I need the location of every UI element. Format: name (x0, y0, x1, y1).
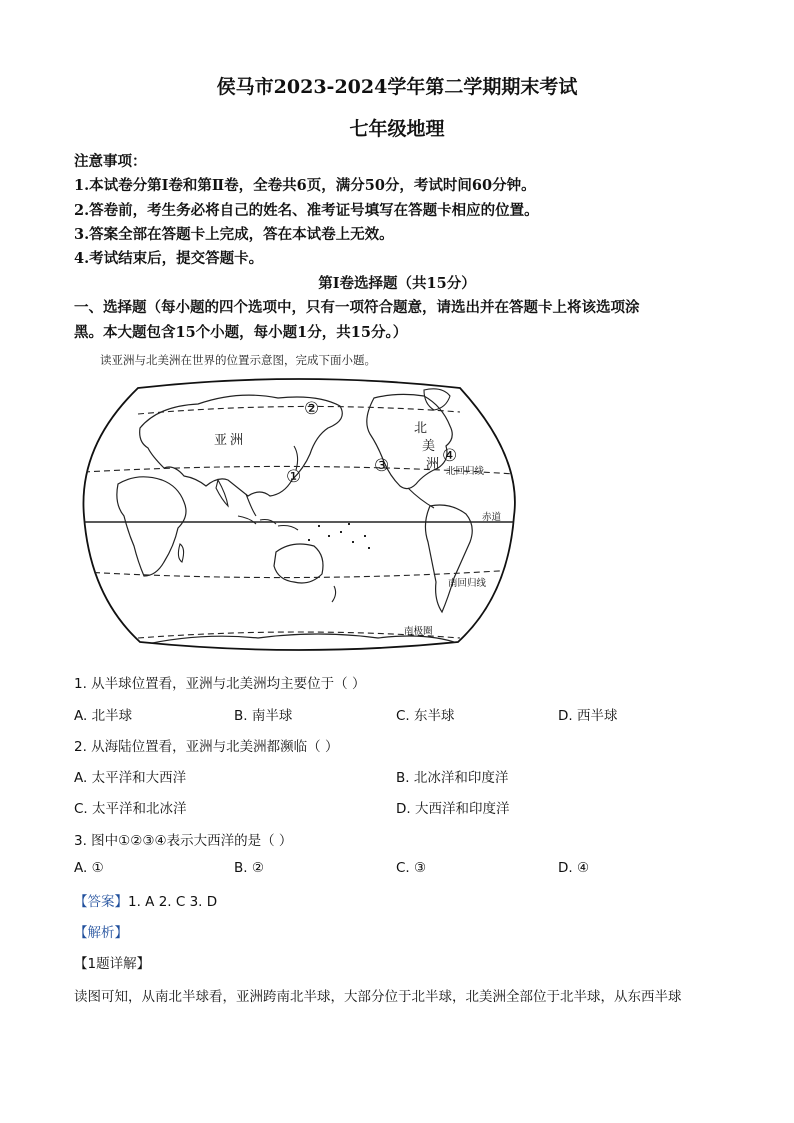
analysis-tag: 【解析】 (74, 925, 128, 941)
map-label-antarctic: 南极圈 (404, 626, 433, 637)
map-marker-3: ③ (374, 456, 390, 476)
question-2-option-b[interactable]: B. 北冰洋和印度洋 (396, 770, 509, 786)
map-label-tropic-capricorn: 南回归线 (448, 578, 487, 589)
figure-caption: 读亚洲与北美洲在世界的位置示意图，完成下面小题。 (100, 353, 376, 367)
question-2-option-a[interactable]: A. 太平洋和大西洋 (74, 770, 187, 786)
section-instruction-cont: 黑。本大题包含15个小题，每小题1分，共15分。） (74, 324, 408, 341)
notice-item: 4.考试结束后，提交答题卡。 (74, 250, 264, 267)
map-label-asia-1: 亚 (214, 433, 228, 448)
map-label-na-2: 美 (422, 439, 436, 454)
analysis-text: 读图可知，从南北半球看，亚洲跨南北半球，大部分位于北半球，北美洲全部位于北半球，从东西半球 (74, 989, 682, 1005)
notice-item: 2.答卷前，考生务必将自己的姓名、准考证号填写在答题卡相应的位置。 (74, 202, 539, 219)
map-label-asia-2: 洲 (230, 433, 244, 448)
section-title: 第Ⅰ卷选择题（共15分） (318, 275, 476, 292)
notice-item: 1.本试卷分第Ⅰ卷和第Ⅱ卷，全卷共6页，满分50分，考试时间60分钟。 (74, 177, 536, 194)
question-3-stem: 3. 图中①②③④表示大西洋的是（ ） (74, 833, 293, 849)
question-1-option-d[interactable]: D. 西半球 (558, 708, 618, 724)
question-3-option-a[interactable]: A. ① (74, 860, 104, 876)
question-1-stem: 1. 从半球位置看，亚洲与北美洲均主要位于（ ） (74, 676, 366, 692)
notice-heading: 注意事项： (74, 153, 147, 170)
notice-item: 3.答案全部在答题卡上完成，答在本试卷上无效。 (74, 226, 394, 243)
exam-subtitle: 七年级地理 (349, 118, 445, 140)
answer-tag: 【答案】 (74, 894, 128, 910)
map-label-na-1: 北 (414, 421, 428, 436)
map-marker-2: ② (304, 399, 320, 419)
map-label-na-3: 洲 (426, 457, 440, 472)
exam-title: 侯马市2023-2024学年第二学期期末考试 (216, 76, 578, 98)
world-map-svg (78, 376, 520, 654)
map-marker-1: ① (286, 467, 302, 487)
question-2-stem: 2. 从海陆位置看，亚洲与北美洲都濒临（ ） (74, 739, 339, 755)
map-label-equator: 赤道 (482, 512, 502, 523)
analysis-detail-tag: 【1题详解】 (74, 956, 151, 972)
map-label-tropic-cancer: 北回归线 (446, 466, 485, 477)
section-instruction: 一、选择题（每小题的四个选项中，只有一项符合题意，请选出并在答题卡上将该选项涂 (74, 299, 640, 316)
question-2-option-d[interactable]: D. 大西洋和印度洋 (396, 801, 510, 817)
answer-line (74, 890, 217, 910)
world-map (78, 376, 520, 654)
question-3-option-b[interactable]: B. ② (234, 860, 264, 876)
question-2-option-c[interactable]: C. 太平洋和北冰洋 (74, 801, 187, 817)
question-1-option-a[interactable]: A. 北半球 (74, 708, 133, 724)
question-3-option-d[interactable]: D. ④ (558, 860, 590, 876)
question-1-option-b[interactable]: B. 南半球 (234, 708, 293, 724)
answer-values: 1. A 2. C 3. D (128, 894, 218, 910)
map-marker-4: ④ (442, 446, 458, 466)
question-1-option-c[interactable]: C. 东半球 (396, 708, 455, 724)
question-3-option-c[interactable]: C. ③ (396, 860, 427, 876)
